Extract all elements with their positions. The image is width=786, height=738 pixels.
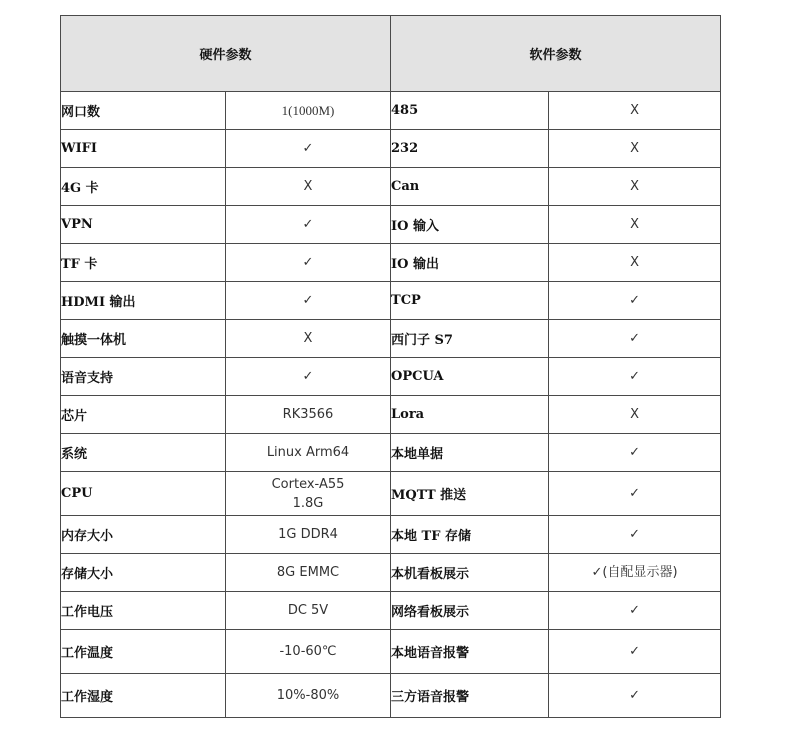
hw-label: TF 卡 <box>61 244 226 282</box>
hw-label: 系统 <box>61 434 226 472</box>
table-row <box>61 168 721 206</box>
sw-label: 三方语音报警 <box>391 674 549 718</box>
sw-value: ✓ <box>549 282 721 320</box>
hw-value: X <box>226 320 391 358</box>
sw-value: ✓ <box>549 674 721 718</box>
sw-value: ✓ <box>549 472 721 516</box>
hw-label: VPN <box>61 206 226 244</box>
table-row <box>61 592 721 630</box>
table-row <box>61 396 721 434</box>
table-row <box>61 554 721 592</box>
sw-label: 232 <box>391 130 549 168</box>
table-row <box>61 244 721 282</box>
sw-value: X <box>549 92 721 130</box>
hw-value: -10-60℃ <box>226 630 391 674</box>
table-row <box>61 674 721 718</box>
sw-label: 本机看板展示 <box>391 554 549 592</box>
software-header: 软件参数 <box>391 16 721 92</box>
sw-label: OPCUA <box>391 358 549 396</box>
sw-label: 本地语音报警 <box>391 630 549 674</box>
hw-value-line: Cortex-A55 <box>271 476 345 492</box>
sw-label: Can <box>391 168 549 206</box>
hw-value: DC 5V <box>226 592 391 630</box>
table-row <box>61 320 721 358</box>
hw-label: 工作电压 <box>61 592 226 630</box>
sw-value: X <box>549 130 721 168</box>
sw-value: ✓ <box>549 516 721 554</box>
hw-value: 10%-80% <box>226 674 391 718</box>
sw-label: IO 输出 <box>391 244 549 282</box>
sw-label: 485 <box>391 92 549 130</box>
table-row <box>61 92 721 130</box>
hw-label: HDMI 输出 <box>61 282 226 320</box>
sw-label: 西门子 S7 <box>391 320 549 358</box>
sw-label: Lora <box>391 396 549 434</box>
sw-label: MQTT 推送 <box>391 472 549 516</box>
sw-value: ✓(自配显示器) <box>549 554 721 592</box>
hw-label: CPU <box>61 472 226 516</box>
table-row <box>61 472 721 516</box>
sw-value: ✓ <box>549 320 721 358</box>
hw-value: 8G EMMC <box>226 554 391 592</box>
sw-label: 本地单据 <box>391 434 549 472</box>
hw-label: 4G 卡 <box>61 168 226 206</box>
sw-value: X <box>549 244 721 282</box>
sw-label: TCP <box>391 282 549 320</box>
hw-value: ✓ <box>226 282 391 320</box>
table-row <box>61 130 721 168</box>
sw-value: ✓ <box>549 630 721 674</box>
table-row <box>61 516 721 554</box>
sw-value: X <box>549 168 721 206</box>
hw-label: 工作湿度 <box>61 674 226 718</box>
hw-value: RK3566 <box>226 396 391 434</box>
sw-value: ✓ <box>549 434 721 472</box>
hw-value: Linux Arm64 <box>226 434 391 472</box>
hw-label: 触摸一体机 <box>61 320 226 358</box>
hw-value: ✓ <box>226 358 391 396</box>
table-row <box>61 282 721 320</box>
spec-table <box>60 15 721 718</box>
hw-value <box>226 472 391 516</box>
hw-label: 工作温度 <box>61 630 226 674</box>
sw-label: IO 输入 <box>391 206 549 244</box>
sw-value: X <box>549 206 721 244</box>
hw-label: 芯片 <box>61 396 226 434</box>
table-row <box>61 358 721 396</box>
hw-value: ✓ <box>226 206 391 244</box>
hw-value: X <box>226 168 391 206</box>
hw-value: 1G DDR4 <box>226 516 391 554</box>
hardware-header: 硬件参数 <box>61 16 391 92</box>
sw-value: X <box>549 396 721 434</box>
hw-label: 语音支持 <box>61 358 226 396</box>
table-row <box>61 434 721 472</box>
hw-value: 1(1000M) <box>226 92 391 130</box>
sw-label: 本地 TF 存储 <box>391 516 549 554</box>
sw-label: 网络看板展示 <box>391 592 549 630</box>
table-header-row <box>61 16 721 92</box>
table-row <box>61 630 721 674</box>
hw-label: 存储大小 <box>61 554 226 592</box>
hw-label: WIFI <box>61 130 226 168</box>
hw-label: 网口数 <box>61 92 226 130</box>
sw-value: ✓ <box>549 592 721 630</box>
hw-value-line: 1.8G <box>292 495 324 511</box>
hw-value: ✓ <box>226 244 391 282</box>
table-row <box>61 206 721 244</box>
hw-label: 内存大小 <box>61 516 226 554</box>
sw-value: ✓ <box>549 358 721 396</box>
hw-value: ✓ <box>226 130 391 168</box>
